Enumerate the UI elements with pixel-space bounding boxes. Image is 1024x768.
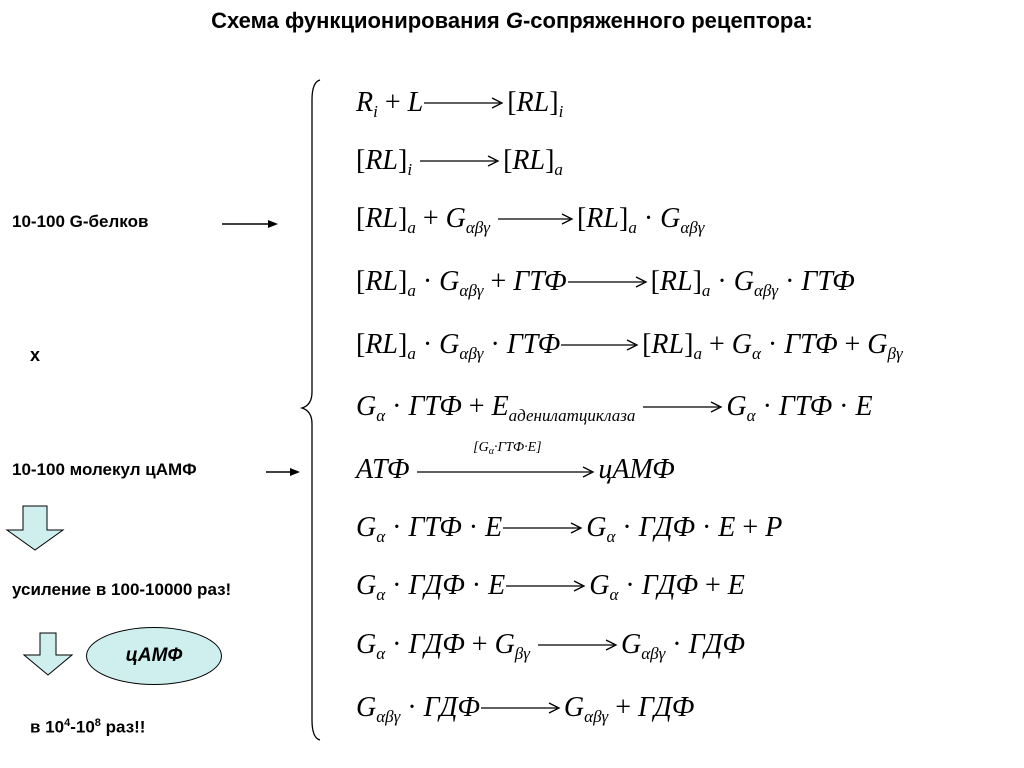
equation-4: $[RL]_a \cdot G_{\alpha\beta\gamma}$ + ГТФ $[RL]_a \cdot G_{\alpha\beta\gamma}$ · ГТФ bbox=[356, 262, 855, 302]
equation-2: $[RL]_i$ $[RL]_a$ bbox=[356, 141, 563, 181]
reaction-arrow bbox=[481, 688, 563, 728]
equation-8: $G_\alpha$ · ГТФ · E $G_\alpha$ · ГДФ · E + P bbox=[356, 508, 782, 548]
down-block-arrow-2 bbox=[24, 633, 72, 675]
page-title: Схема функционирования G-сопряженного рецептора: bbox=[211, 8, 813, 33]
camp-ellipse bbox=[86, 627, 222, 685]
equation-5: $[RL]_a \cdot G_{\alpha\beta\gamma}$ · ГТФ $[RL]_a + G_\alpha$ · ГТФ + $G_{\beta\gamma}$ bbox=[356, 325, 903, 365]
reaction-arrow bbox=[643, 387, 725, 427]
reaction-arrow bbox=[568, 262, 650, 302]
equation-11: $G_{\alpha\beta\gamma}$ · ГДФ $G_{\alpha\beta\gamma}$ + ГДФ bbox=[356, 688, 694, 728]
label-g-proteins: 10-100 G-белков bbox=[12, 212, 149, 231]
reaction-arrow bbox=[424, 83, 506, 123]
catalyst-label: $[G_\alpha\cdot ГТФ\cdot E]$ bbox=[473, 440, 542, 457]
equation-9: $G_\alpha$ · ГДФ · E $G_\alpha$ · ГДФ + E bbox=[356, 566, 745, 606]
equation-3: $[RL]_a + G_{\alpha\beta\gamma}$ $[RL]_a \cdot G_{\alpha\beta\gamma}$ bbox=[356, 199, 704, 239]
equation-10: $G_\alpha$ · ГДФ + $G_{\beta\gamma}$ $G_{\alpha\beta\gamma}$ · ГДФ bbox=[356, 625, 745, 665]
reaction-arrow bbox=[420, 141, 502, 181]
label-camp-molecules: 10-100 молекул цАМФ bbox=[12, 460, 197, 479]
reaction-arrow bbox=[503, 508, 585, 548]
reaction-arrow bbox=[538, 625, 620, 665]
camp-molecules-arrow bbox=[266, 468, 300, 476]
down-block-arrow-1 bbox=[7, 506, 63, 550]
label-final-amplification: в $10^4-10^8$ раз!! bbox=[30, 717, 146, 737]
equation-7: АТФ $[G_\alpha\cdot ГТФ\cdot E]$ цАМФ bbox=[356, 450, 675, 490]
label-multiply: x bbox=[30, 345, 41, 365]
equation-1: $R_i + L$ $[RL]_i$ bbox=[356, 83, 563, 123]
label-amplification: усиление в 100-10000 раз! bbox=[12, 580, 232, 599]
reaction-arrow bbox=[506, 566, 588, 606]
equation-6: $G_\alpha$ · ГТФ + $E_{аденилатциклаза}$ $G_\alpha$ · ГТФ · E bbox=[356, 387, 873, 427]
reaction-arrow bbox=[561, 325, 641, 365]
camp-ellipse-label: цАМФ bbox=[125, 645, 183, 666]
curly-brace bbox=[302, 80, 320, 740]
reaction-arrow bbox=[498, 199, 576, 239]
g-proteins-arrow bbox=[222, 220, 278, 228]
